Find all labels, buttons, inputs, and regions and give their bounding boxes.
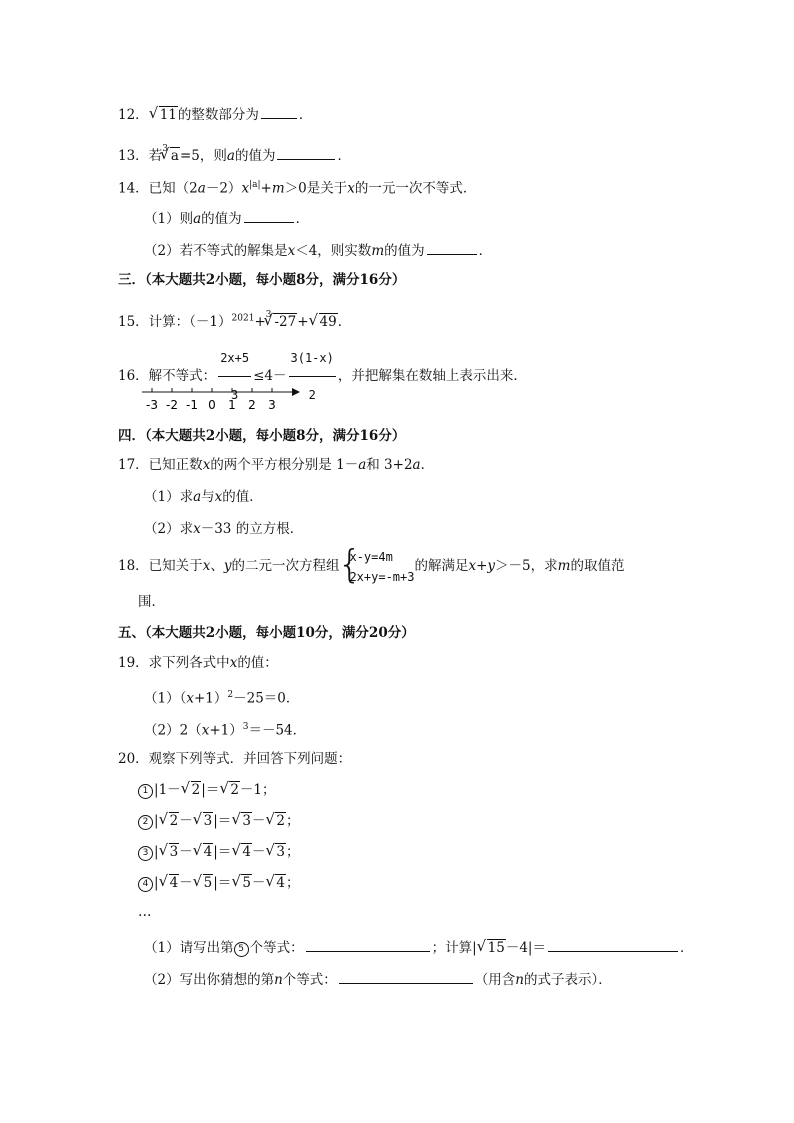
cube-root-symbol: √ a <box>160 147 180 165</box>
question-17-part-1: （1）求a与x的值． <box>144 489 263 505</box>
sqrt-symbol: √ 5 <box>193 874 214 892</box>
answer-blank[interactable] <box>277 145 335 160</box>
section-5-heading: 五、（本大题共2小题，每小题10分，满分20分） <box>118 625 415 641</box>
equation-4: 4 |√ 4－√ 5|＝√ 5－√ 4； <box>138 874 300 892</box>
question-17-part-2: （2）求x－33 的立方根． <box>144 521 304 537</box>
sqrt-symbol: √ 5 <box>231 874 252 892</box>
sqrt-symbol: √ 4 <box>231 843 252 861</box>
arrow-icon <box>292 388 300 396</box>
number-line-label: 1 <box>228 398 236 412</box>
number-line-label: -2 <box>166 398 178 412</box>
question-18-continued: 围． <box>138 594 165 610</box>
question-12: 12．√ 11的整数部分为 ． <box>118 104 312 124</box>
sqrt-symbol: √ 49 <box>309 313 338 331</box>
answer-blank[interactable] <box>427 240 477 255</box>
answer-blank[interactable] <box>244 208 294 223</box>
cube-root-symbol: √ -27 <box>263 313 297 331</box>
number-line <box>140 384 310 414</box>
sqrt-symbol: √ 2 <box>265 812 286 830</box>
question-18: 18．已知关于x、y的二元一次方程组 { x-y=4m 2x+y=-m+3 的解满足x+y＞－5，求m的取值范 <box>118 541 625 586</box>
number-line-label: -1 <box>186 398 198 412</box>
equation-2: 2 |√ 2－√ 3|＝√ 3－√ 2； <box>138 812 300 830</box>
sqrt-symbol: √ 3 <box>265 843 286 861</box>
question-19-part-1: $(1)(x+1)^2-25=0$． <box>144 690 300 707</box>
answer-blank[interactable] <box>548 937 678 952</box>
question-17: 17．已知正数x的两个平方根分别是 1－a和 3+2a． <box>118 457 435 473</box>
answer-blank[interactable] <box>339 969 473 984</box>
sqrt-symbol: √ 3 <box>159 843 180 861</box>
answer-blank[interactable] <box>306 937 430 952</box>
fraction: $\frac{2x+5}{3}$ <box>218 340 251 413</box>
sqrt-symbol: √ 15 <box>477 939 506 957</box>
question-20-part-2: （2）写出你猜想的第n个等式： （用含n的式子表示）． <box>144 969 612 989</box>
number-line-label: 3 <box>268 398 276 412</box>
number-line-label: -3 <box>146 398 158 412</box>
question-20: 20．观察下列等式．并回答下列问题： <box>118 751 352 767</box>
section-4-heading: 四．（本大题共2小题，每小题8分，满分16分） <box>118 428 406 444</box>
question-20-part-1: （1）请写出第 5 个等式： ；计算|√ 15－4|＝ ． <box>144 937 693 957</box>
sqrt-symbol: √ 4 <box>265 874 286 892</box>
fraction: $\frac{3(1-x)}{2}$ <box>289 340 336 413</box>
question-14: 14．已知$(2a-2)x^{|a|}+m>0$是关于x的一元一次不等式． <box>118 180 477 197</box>
question-19: 19．求下列各式中x的值： <box>118 655 278 671</box>
question-19-part-2: $(2)2(x+1)^3=-54$． <box>144 722 307 739</box>
sqrt-symbol: √ 2 <box>159 812 180 830</box>
equation-system: { x-y=4m 2x+y=-m+3 <box>337 541 415 586</box>
question-14-part-1: （1）则a的值为 ． <box>144 208 309 228</box>
sqrt-symbol: √ 4 <box>159 874 180 892</box>
ellipsis: … <box>138 904 152 920</box>
sqrt-symbol: √ 4 <box>193 843 214 861</box>
question-16: 16．解不等式： $\frac{2x+5}{3}$ ≤4－ $\frac{3(1-x)}{2}$ ，并把解集在数轴上表示出来． <box>118 340 527 413</box>
sqrt-symbol: √ 2 <box>181 781 202 799</box>
section-3-heading: 三．（本大题共2小题，每小题8分，满分16分） <box>118 272 406 288</box>
sqrt-symbol: √ 3 <box>193 812 214 830</box>
question-14-part-2: （2）若不等式的解集是x＜4，则实数m的值为 ． <box>144 240 492 260</box>
number-line-label: 2 <box>248 398 256 412</box>
sqrt-symbol: √ 2 <box>219 781 240 799</box>
brace-icon: { <box>337 541 362 586</box>
question-15: 15．计算：$(-1)^{2021}+^3√$ -27+√ 49． <box>118 306 351 331</box>
number-line-label: 0 <box>208 398 216 412</box>
sqrt-symbol: √ 3 <box>231 812 252 830</box>
sqrt-symbol: √ 11 <box>149 106 178 124</box>
answer-blank[interactable] <box>261 104 297 119</box>
question-13: 13．若$^3$√ a=5，则a的值为 ． <box>118 140 351 165</box>
equation-3: 3 |√ 3－√ 4|＝√ 4－√ 3； <box>138 843 300 861</box>
equation-1: 1 |1－√ 2|＝√ 2－1； <box>138 781 276 799</box>
